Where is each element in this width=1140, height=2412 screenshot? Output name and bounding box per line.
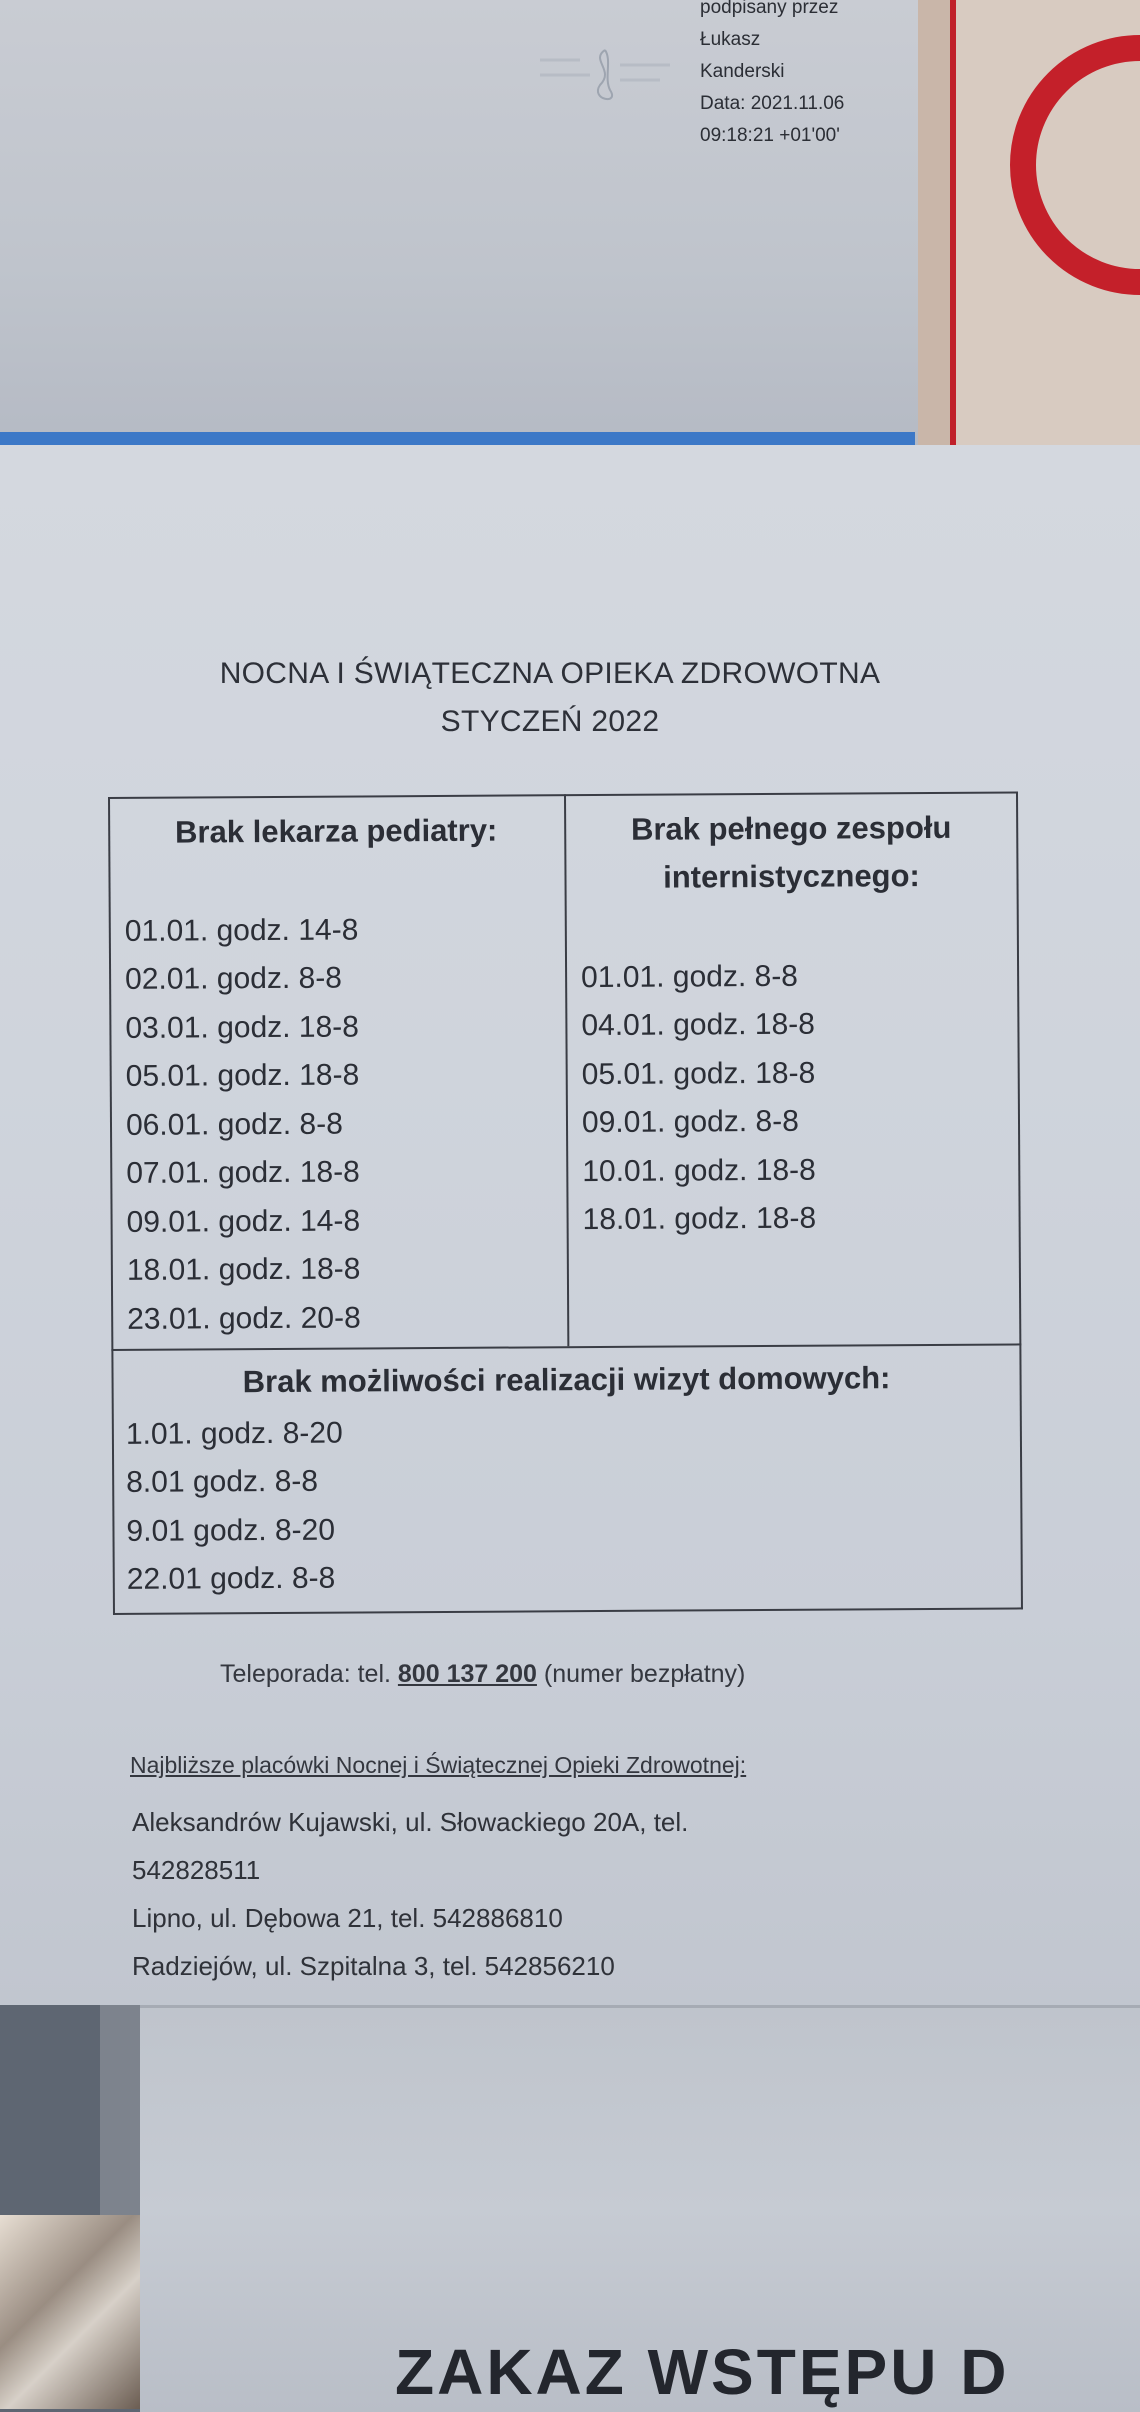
home-visit-entry: 9.01 godz. 8-20 bbox=[126, 1513, 336, 1548]
pediatrician-header: Brak lekarza pediatry: bbox=[174, 812, 498, 850]
signature-line: 09:18:21 +01'00' bbox=[700, 125, 840, 146]
signature-line: Łukasz bbox=[700, 29, 761, 50]
internist-header bbox=[566, 803, 1017, 902]
pediatrician-entry: 18.01. godz. 18-8 bbox=[126, 1252, 361, 1287]
teleporada-suffix: (numer bezpłatny) bbox=[543, 1660, 746, 1688]
pediatrician-entry: 05.01. godz. 18-8 bbox=[125, 1058, 360, 1093]
signature-scribble bbox=[520, 30, 690, 120]
internist-entry: 05.01. godz. 18-8 bbox=[581, 1056, 816, 1092]
background-photo bbox=[0, 2215, 140, 2409]
facilities-heading: Najbliższe placówki Nocnej i Świątecznej Opieki Zdrowotnej: bbox=[130, 1752, 747, 1778]
internist-header-line-1: Brak pełnego zespołu bbox=[630, 809, 952, 847]
pediatrician-entry: 03.01. godz. 18-8 bbox=[125, 1010, 360, 1045]
facility-line: Radziejów, ul. Szpitalna 3, tel. 542856210 bbox=[132, 1951, 615, 1981]
home-visit-entry: 8.01 godz. 8-8 bbox=[126, 1464, 319, 1499]
facilities-list bbox=[132, 1798, 852, 1990]
pediatrician-entry: 07.01. godz. 18-8 bbox=[126, 1155, 360, 1190]
pediatrician-entry: 02.01. godz. 8-8 bbox=[125, 961, 343, 996]
digital-signature-text bbox=[700, 0, 930, 152]
facility-line: Lipno, ul. Dębowa 21, tel. 542886810 bbox=[132, 1903, 563, 1933]
internist-entry: 01.01. godz. 8-8 bbox=[581, 959, 799, 995]
signature-line: Kanderski bbox=[700, 61, 785, 82]
pediatrician-entry: 01.01. godz. 14-8 bbox=[124, 913, 359, 948]
internist-entry: 09.01. godz. 8-8 bbox=[581, 1104, 799, 1140]
signature-line: podpisany przez bbox=[700, 0, 839, 18]
teleporada-prefix: Teleporada: tel. bbox=[220, 1660, 391, 1688]
pediatrician-entry: 06.01. godz. 8-8 bbox=[125, 1107, 343, 1142]
facility-line: Aleksandrów Kujawski, ul. Słowackiego 20A, tel. bbox=[132, 1807, 689, 1837]
title-line-2: STYCZEŃ 2022 bbox=[440, 705, 660, 738]
internist-entry: 10.01. godz. 18-8 bbox=[582, 1153, 816, 1189]
title-line-1: NOCNA I ŚWIĄTECZNA OPIEKA ZDROWOTNA bbox=[219, 657, 881, 690]
notice-title bbox=[150, 650, 950, 746]
internist-entry: 18.01. godz. 18-8 bbox=[582, 1201, 817, 1237]
signature-line: Data: 2021.11.06 bbox=[700, 93, 845, 114]
home-visit-entry: 22.01 godz. 8-8 bbox=[126, 1561, 336, 1596]
home-visits-header: Brak możliwości realizacji wizyt domowych: bbox=[242, 1360, 891, 1400]
teleporada-line bbox=[220, 1660, 745, 1689]
no-entry-warning: ZAKAZ WSTĘPU D bbox=[395, 2336, 1010, 2408]
schedule-table bbox=[108, 791, 1023, 1615]
teleporada-phone: 800 137 200 bbox=[397, 1660, 537, 1688]
home-visit-entry: 1.01. godz. 8-20 bbox=[125, 1416, 343, 1451]
blue-divider bbox=[0, 432, 915, 446]
facility-line: 542828511 bbox=[132, 1855, 261, 1885]
internist-header-line-2: internistycznego: bbox=[663, 858, 920, 895]
internist-entry: 04.01. godz. 18-8 bbox=[581, 1007, 816, 1043]
pediatrician-entry: 09.01. godz. 14-8 bbox=[126, 1204, 361, 1239]
signature-stamp-logo bbox=[520, 30, 690, 120]
pediatrician-entry: 23.01. godz. 20-8 bbox=[127, 1301, 361, 1336]
